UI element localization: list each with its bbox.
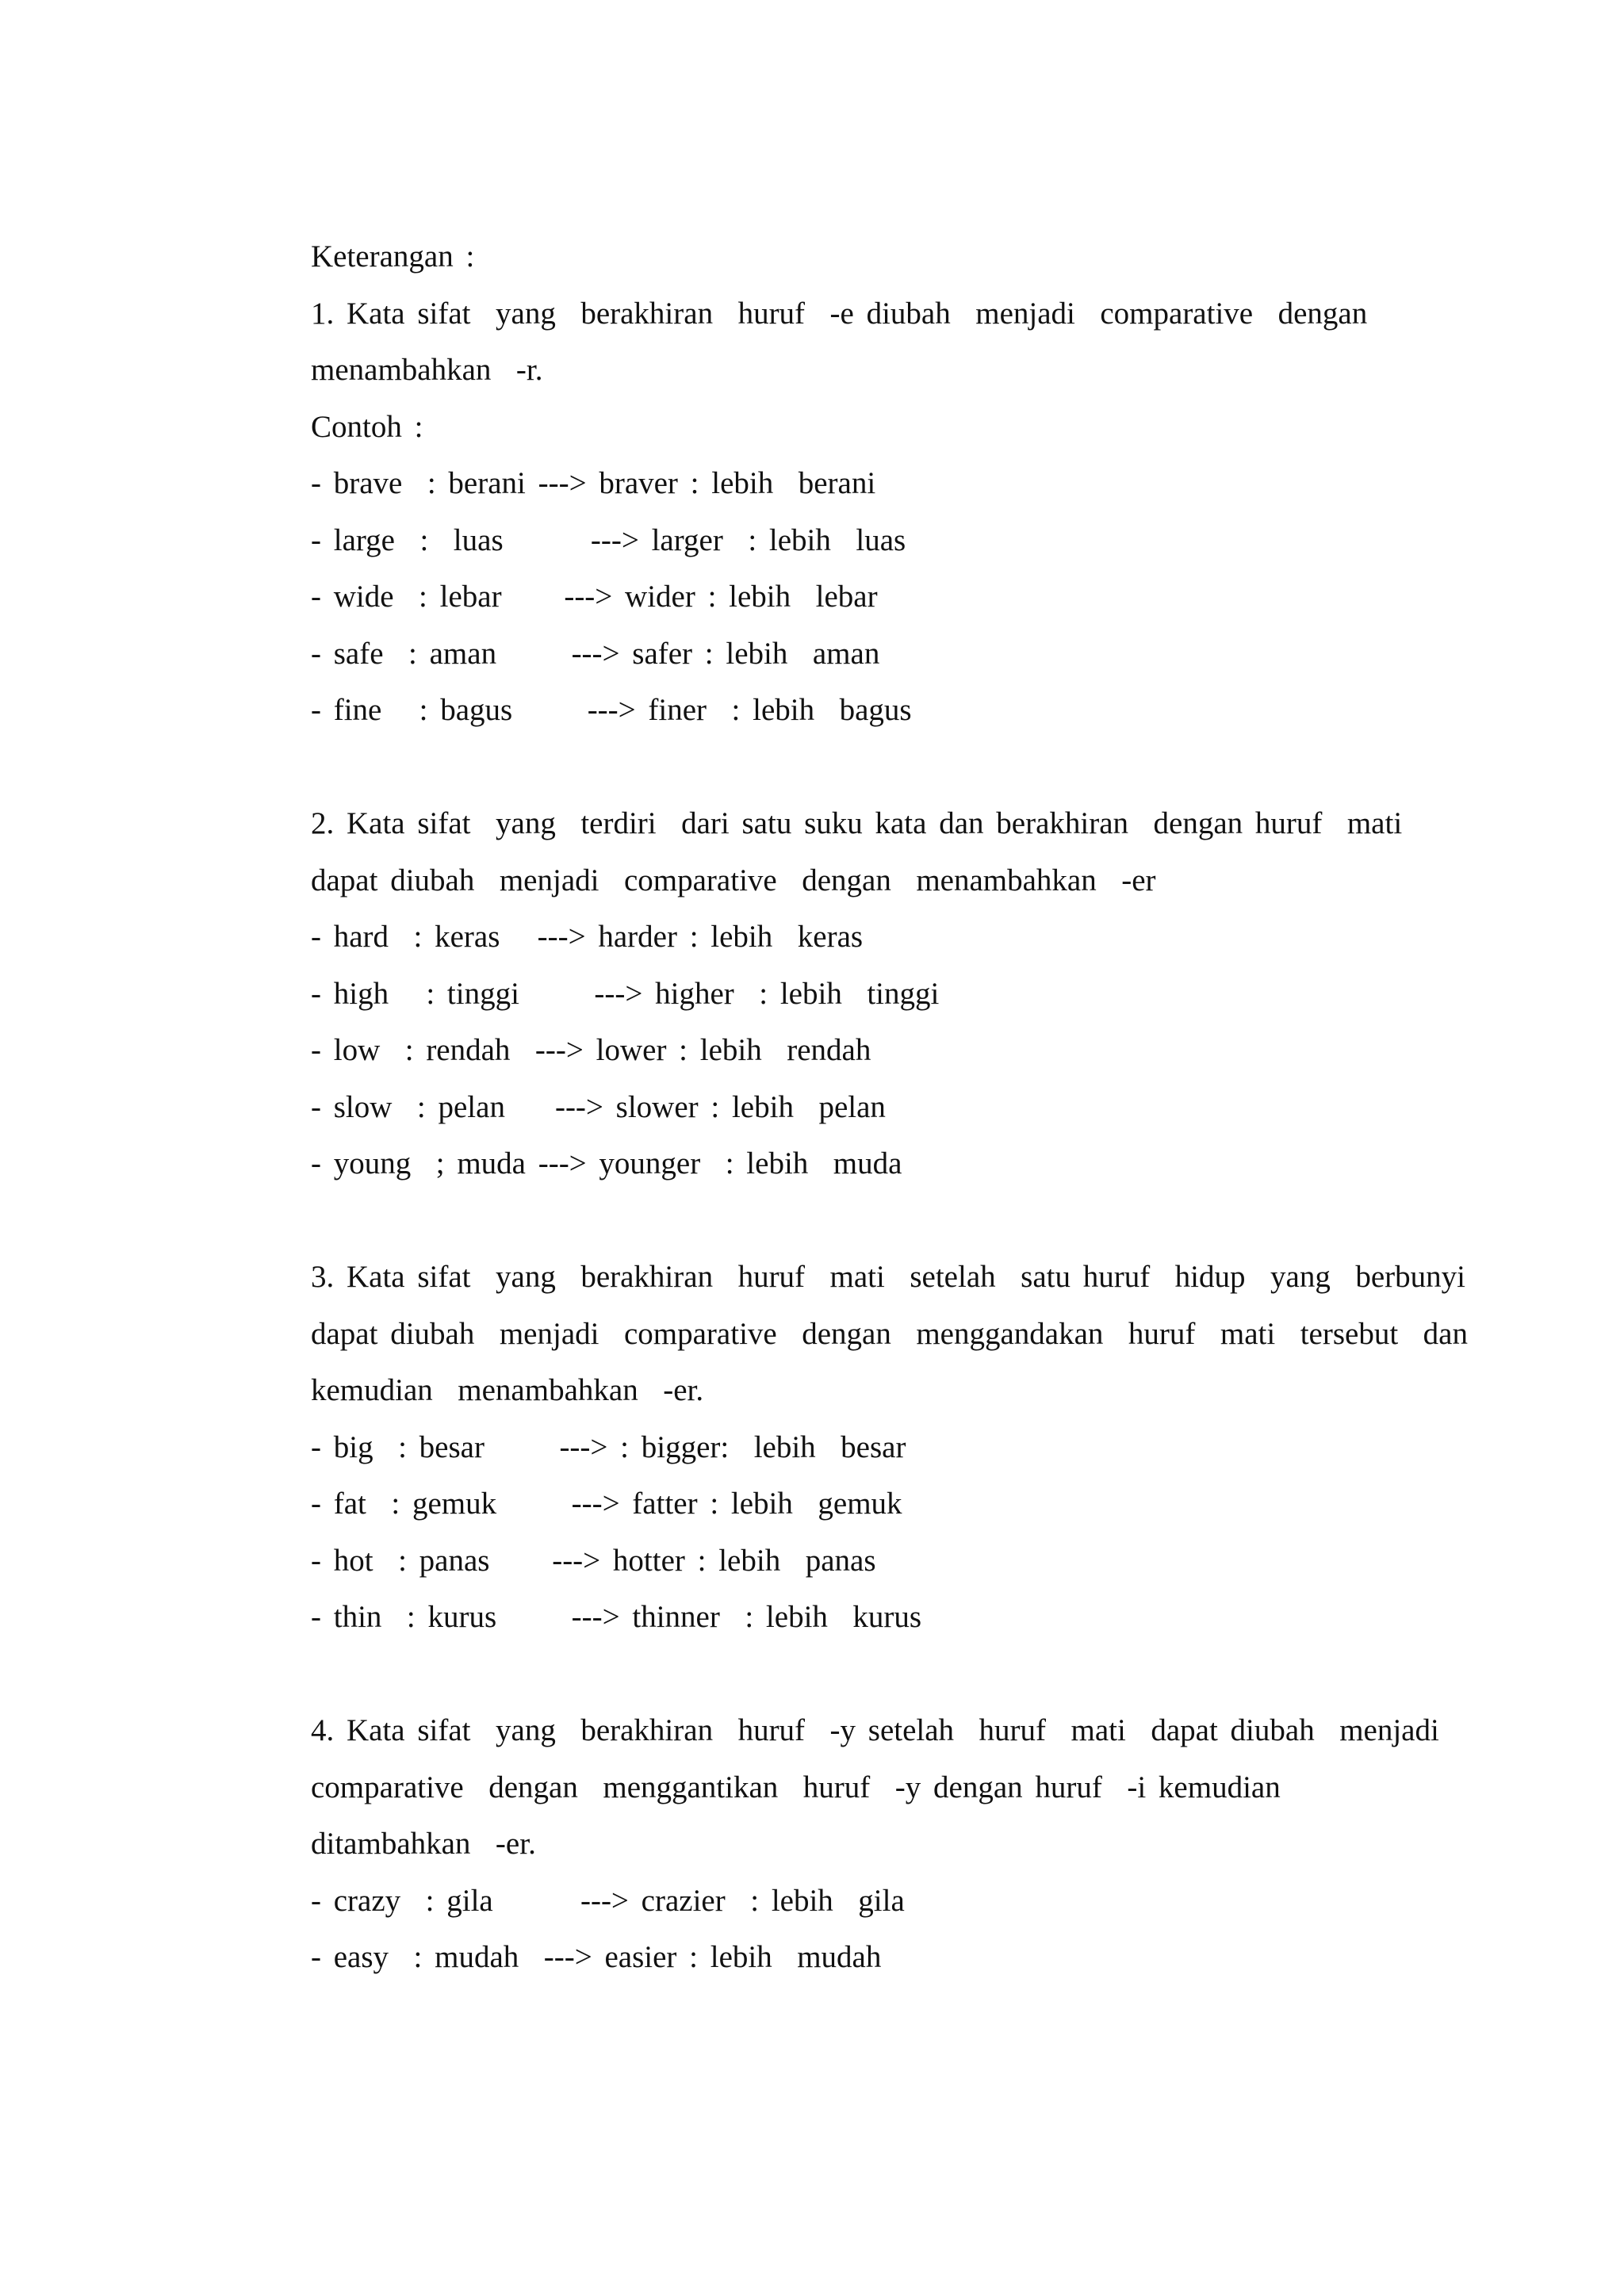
- paragraph-gap: [311, 1192, 1421, 1249]
- section-3-rule-line-2: dapat diubah menjadi comparative dengan menggandakan huruf mati tersebut dan: [311, 1316, 1468, 1351]
- paragraph-gap: [311, 1646, 1421, 1703]
- section-1-rule-line-2: menambahkan -r.: [311, 353, 543, 387]
- paragraph-gap: [311, 739, 1421, 796]
- section-2-rule-line-1: 2. Kata sifat yang terdiri dari satu suku kata dan berakhiran dengan huruf mati: [311, 806, 1403, 840]
- section-4-rule-line-2: comparative dengan menggantikan huruf -y dengan huruf -i kemudian: [311, 1770, 1281, 1804]
- section-1-rule-line-1: 1. Kata sifat yang berakhiran huruf -e diubah menjadi comparative dengan: [311, 296, 1368, 331]
- example-line: - large : luas ---> larger : lebih luas: [311, 522, 906, 557]
- document-body: [311, 228, 1468, 1986]
- example-line: - crazy : gila ---> crazier : lebih gila: [311, 1883, 905, 1918]
- example-line: - hot : panas ---> hotter : lebih panas: [311, 1543, 876, 1578]
- section-1: [311, 285, 1421, 739]
- example-line: - easy : mudah ---> easier : lebih mudah: [311, 1940, 882, 1974]
- example-line: - thin : kurus ---> thinner : lebih kurus: [311, 1600, 922, 1634]
- section-1-example-heading: Contoh :: [311, 409, 423, 444]
- heading-keterangan: Keterangan :: [311, 239, 475, 274]
- section-4: [311, 1702, 1439, 1986]
- section-4-rule-line-3: ditambahkan -er.: [311, 1827, 536, 1861]
- example-line: - fine : bagus ---> finer : lebih bagus: [311, 693, 912, 727]
- section-4-rule-line-1: 4. Kata sifat yang berakhiran huruf -y setelah huruf mati dapat diubah menjadi: [311, 1713, 1439, 1747]
- example-line: - low : rendah ---> lower : lebih rendah: [311, 1033, 871, 1067]
- example-line: - slow : pelan ---> slower : lebih pelan: [311, 1089, 886, 1124]
- example-line: - young ; muda ---> younger : lebih muda: [311, 1146, 902, 1181]
- section-3-rule-line-3: kemudian menambahkan -er.: [311, 1373, 704, 1407]
- example-line: - big : besar ---> : bigger: lebih besar: [311, 1429, 906, 1464]
- example-line: - wide : lebar ---> wider : lebih lebar: [311, 580, 878, 614]
- example-line: - hard : keras ---> harder : lebih keras: [311, 920, 864, 954]
- section-3: [311, 1249, 1468, 1646]
- example-line: - brave : berani ---> braver : lebih berani: [311, 466, 876, 500]
- example-line: - high : tinggi ---> higher : lebih tinggi: [311, 976, 940, 1011]
- section-3-rule-line-1: 3. Kata sifat yang berakhiran huruf mati setelah satu huruf hidup yang berbunyi: [311, 1260, 1465, 1294]
- section-2-rule-line-2: dapat diubah menjadi comparative dengan menambahkan -er: [311, 863, 1156, 897]
- example-line: - fat : gemuk ---> fatter : lebih gemuk: [311, 1487, 902, 1521]
- section-2: [311, 795, 1421, 1192]
- example-line: - safe : aman ---> safer : lebih aman: [311, 636, 880, 671]
